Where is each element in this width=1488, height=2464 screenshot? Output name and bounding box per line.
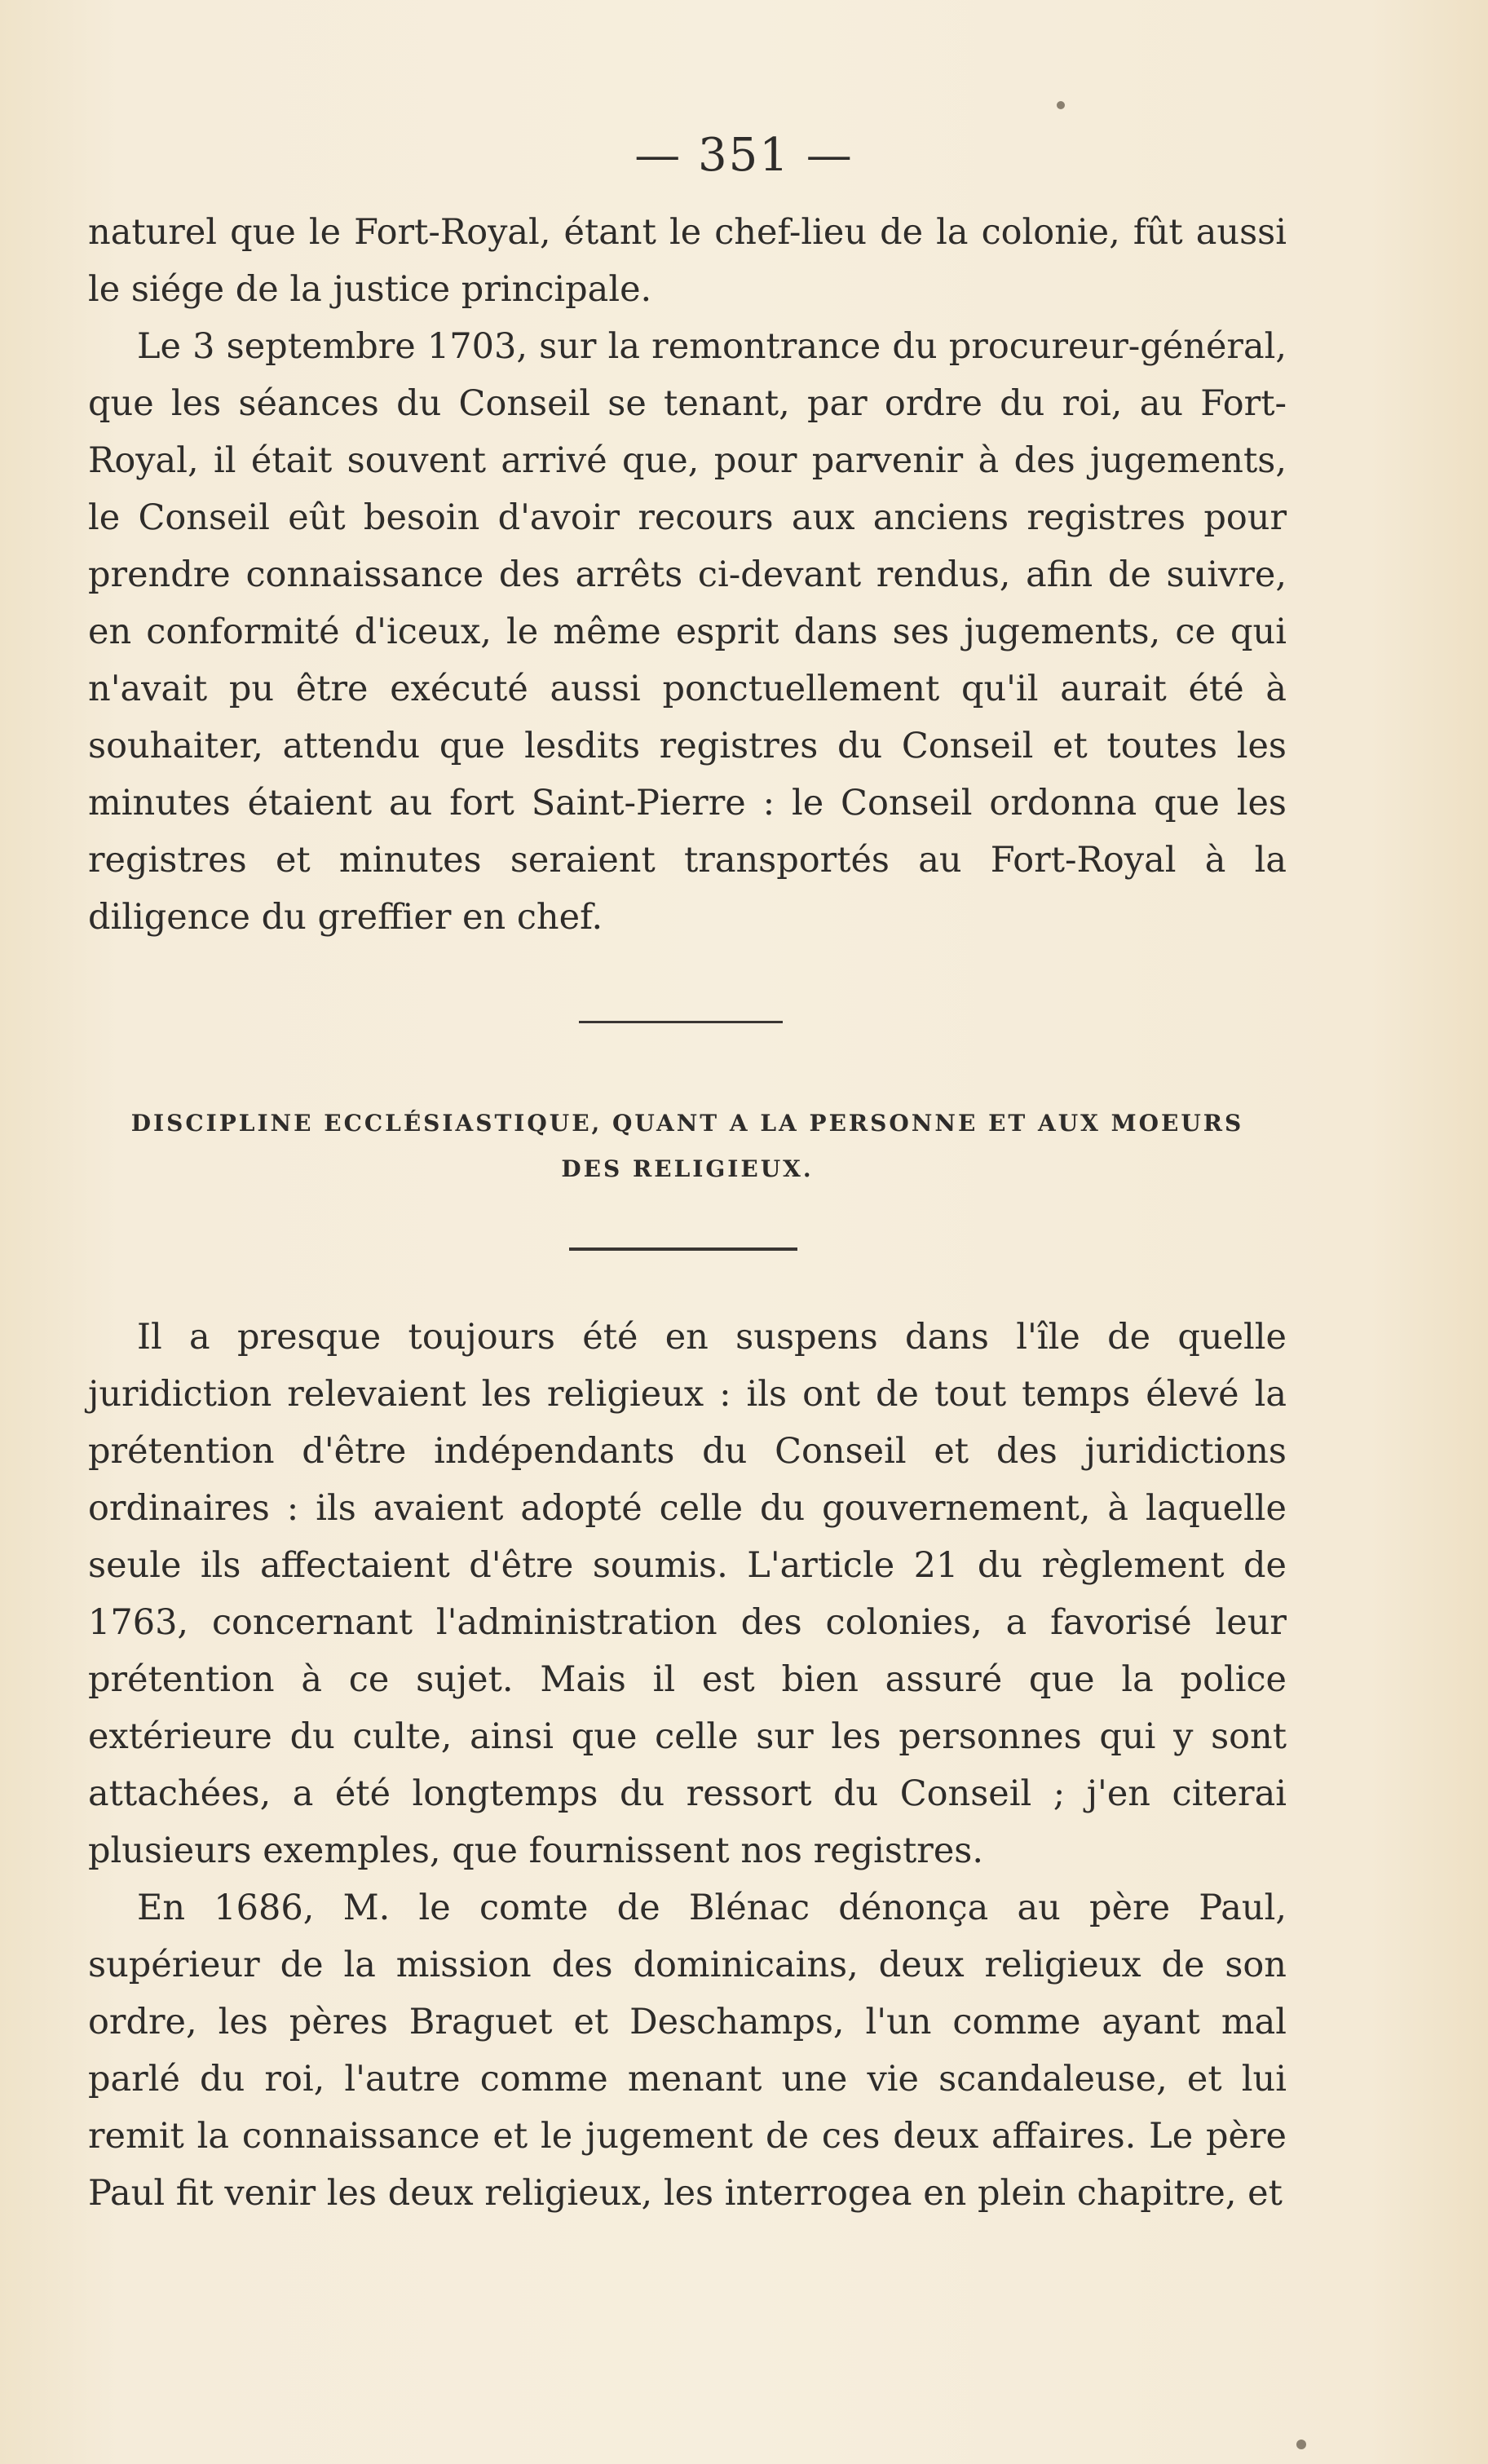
- ink-spot: [1296, 2440, 1306, 2449]
- page-number: — 351 —: [634, 129, 854, 182]
- section-heading-line: DES RELIGIEUX.: [561, 1155, 814, 1182]
- section-heading: [88, 1101, 1287, 1192]
- paragraph: naturel que le Fort-Royal, étant le chef-lieu de la colonie, fût aussi le siége de la justice principale.: [88, 212, 1287, 310]
- text-block-top: [88, 204, 1287, 946]
- text-block-bottom: [88, 1309, 1287, 2222]
- paragraph: En 1686, M. le comte de Blénac dénonça au père Paul, supérieur de la mission des dominicains, deux religieux de son ordre, les pères Braguet et Deschamps, l'un comme ayant mal parlé du roi, l'autre comme menant une vie scandaleuse, et lui remit la connaissance et le jugement de ces deux affaires. Le père Paul fit venir les deux religieux, les interrogea en plein chapitre, et: [88, 1888, 1287, 2214]
- separator-rule: [569, 1247, 797, 1251]
- section-heading-line: DISCIPLINE ECCLÉSIASTIQUE, QUANT A LA PERSONNE ET AUX MOEURS: [130, 1110, 1244, 1137]
- paragraph: Il a presque toujours été en suspens dans l'île de quelle juridiction relevaient les religieux : ils ont de tout temps élevé la prétention d'être indépendants du Conseil et des juridictions ordinaires : ils avaient adopté celle du gouvernement, à laquelle seule ils affectaient d'être soumis. L'article 21 du règlement de 1763, concernant l'administration des colonies, a favorisé leur prétention à ce sujet. Mais il est bien assuré que la police extérieure du culte, ainsi que celle sur les personnes qui y sont attachées, a été longtemps du ressort du Conseil ; j'en citerai plusieurs exemples, que fournissent nos registres.: [88, 1317, 1287, 1871]
- separator-rule: [579, 1021, 783, 1023]
- paragraph: Le 3 septembre 1703, sur la remontrance du procureur-général, que les séances du Conseil se tenant, par ordre du roi, au Fort-Royal, il était souvent arrivé que, pour parvenir à des jugements, le Conseil eût besoin d'avoir recours aux anciens registres pour prendre connaissance des arrêts ci-devant rendus, afin de suivre, en conformité d'iceux, le même esprit dans ses jugements, ce qui n'avait pu être exécuté aussi ponctuellement qu'il aurait été à souhaiter, attendu que lesdits registres du Conseil et toutes les minutes étaient au fort Saint-Pierre : le Conseil ordonna que les registres et minutes seraient transportés au Fort-Royal à la diligence du greffier en chef.: [88, 326, 1287, 938]
- ink-spot: [1057, 101, 1065, 109]
